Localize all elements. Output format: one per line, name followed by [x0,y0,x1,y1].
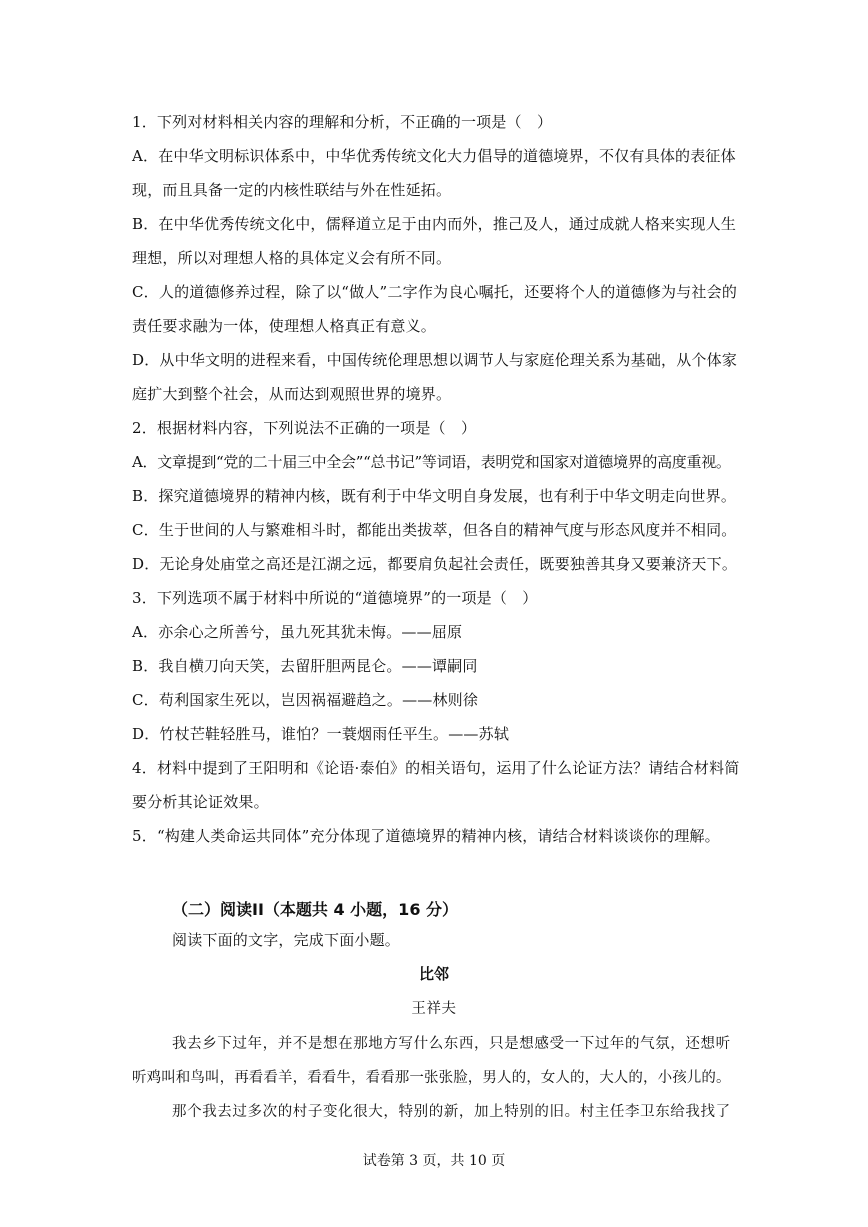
q2-option-d: D．无论身处庙堂之高还是江湖之远，都要肩负起社会责任，既要独善其身又要兼济天下。 [132,555,738,573]
question-4-line2: 要分析其论证效果。 [132,793,269,811]
q1-option-b-line1: B．在中华优秀传统文化中，儒释道立足于由内而外，推己及人，通过成就人格来实现人生 [132,215,737,233]
question-2-stem: 2．根据材料内容，下列说法不正确的一项是（ ） [132,419,477,437]
q2-option-c: C．生于世间的人与繁难相斗时，都能出类拔萃，但各自的精神气度与形态风度并不相同。 [132,521,737,539]
q1-option-c-line2: 责任要求融为一体，使理想人格真正有意义。 [132,317,437,335]
question-3-stem: 3．下列选项不属于材料中所说的“道德境界”的一项是（ ） [132,589,538,607]
article-title: 比邻 [418,965,449,983]
q1-option-d-line1: D．从中华文明的进程来看，中国传统伦理思想以调节人与家庭伦理关系为基础，从个体家 [132,351,738,369]
article-author: 王祥夫 [411,1001,457,1017]
question-1-stem: 1．下列对材料相关内容的理解和分析，不正确的一项是（ ） [132,113,553,131]
q1-option-b-line2: 理想，所以对理想人格的具体定义会有所不同。 [132,249,452,267]
q1-option-d-line2: 庭扩大到整个社会，从而达到观照世界的境界。 [132,385,452,403]
q3-option-b: B．我自横刀向天笑，去留肝胆两昆仑。——谭嗣同 [132,657,478,675]
q3-option-a: A．亦余心之所善兮，虽九死其犹未悔。——屈原 [132,623,463,641]
q1-option-a-line1: A．在中华文明标识体系中，中华优秀传统文化大力倡导的道德境界，不仅有具体的表征体 [132,147,736,165]
q3-option-d: D．竹杖芒鞋轻胜马，谁怕？一蓑烟雨任平生。——苏轼 [132,725,510,743]
section-2-instruction: 阅读下面的文字，完成下面小题。 [172,931,401,949]
article-paragraph-1-line1: 我去乡下过年，并不是想在那地方写什么东西，只是想感受一下过年的气氛，还想听 [172,1036,731,1052]
question-5: 5．“构建人类命运共同体”充分体现了道德境界的精神内核，请结合材料谈谈你的理解。 [132,827,720,845]
section-2-heading: （二）阅读II（本题共 4 小题，16 分） [172,900,459,919]
q1-option-c-line1: C．人的道德修养过程，除了以“做人”二字作为良心嘱托，还要将个人的道德修为与社会的 [132,283,738,301]
article-paragraph-1-line2: 听鸡叫和鸟叫，再看看羊，看看牛，看看那一张张脸，男人的，女人的，大人的，小孩儿的。 [132,1070,731,1086]
page-footer: 试卷第 3 页，共 10 页 [362,1153,506,1169]
q2-option-a: A．文章提到“党的二十届三中全会”“总书记”等词语，表明党和国家对道德境界的高度重视。 [132,453,731,471]
question-4-line1: 4．材料中提到了王阳明和《论语·泰伯》的相关语句，运用了什么论证方法？请结合材料简 [132,759,740,777]
q2-option-b: B．探究道德境界的精神内核，既有利于中华文明自身发展，也有利于中华文明走向世界。 [132,487,737,505]
article-paragraph-2-line1: 那个我去过多次的村子变化很大，特别的新，加上特别的旧。村主任李卫东给我找了 [172,1104,731,1120]
q1-option-a-line2: 现，而且具备一定的内核性联结与外在性延拓。 [132,181,452,199]
q3-option-c: C．苟利国家生死以，岂因祸福避趋之。——林则徐 [132,691,479,709]
